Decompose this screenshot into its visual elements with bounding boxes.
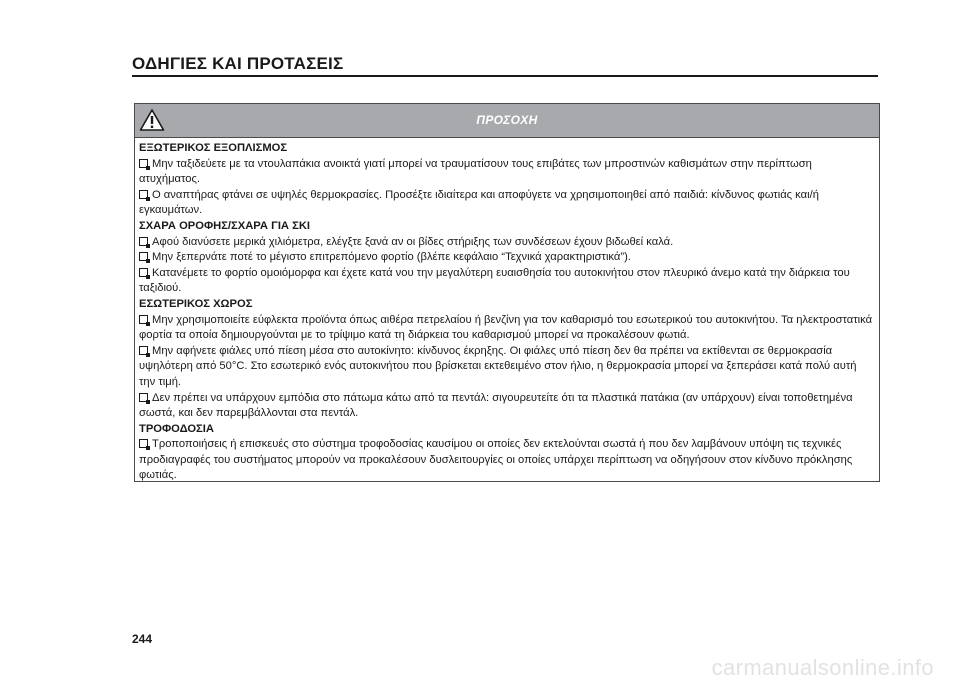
list-item: Τροποποιήσεις ή επισκευές στο σύστημα τροφοδοσίας καυσίμου οι οποίες δεν εκτελούνται σωστά ή που δεν λαμβάνουν υπόψη τις τεχνικές προδιαγραφές του συστήματος μπορούν να προκαλέσουν δυσλειτουργίες οι οποίες υπάρχει περίπτωση να οδηγήσουν στον κίνδυνο πρόκλησης φωτιάς. <box>139 438 853 482</box>
section-heading-roof-rack: ΣΧΑΡΑ ΟΡΟΦΗΣ/ΣΧΑΡΑ ΓΙΑ ΣΚΙ <box>139 219 311 232</box>
bullet-icon <box>139 159 148 168</box>
page-title: ΟΔΗΓΙΕΣ ΚΑΙ ΠΡΟΤΑΣΕΙΣ <box>132 54 344 73</box>
bullet-icon <box>139 252 148 261</box>
list-item: Δεν πρέπει να υπάρχουν εμπόδια στο πάτωμα κάτω από τα πεντάλ: σιγουρευτείτε ότι τα πλαστικά πατάκια (αν υπάρχουν) είναι τοποθετημένα σωστά, και δεν παρεμβάλλονται στα πεντάλ. <box>139 391 853 420</box>
section-heading-exterior-equipment: ΕΞΩΤΕΡΙΚΟΣ ΕΞΟΠΛΙΣΜΟΣ <box>139 142 288 154</box>
warning-body <box>139 141 875 484</box>
watermark: carmanualsonline.info <box>711 655 934 680</box>
warning-title: ΠΡΟΣΟΧΗ <box>476 113 538 127</box>
section-heading-fuel-system: ΤΡΟΦΟΔΟΣΙΑ <box>139 422 214 435</box>
list-item: Αφού διανύσετε μερικά χιλιόμετρα, ελέγξτε ξανά αν οι βίδες στήριξης των συνδέσεων έχουν βιδωθεί καλά. <box>139 235 875 251</box>
list-item: Μην χρησιμοποιείτε εύφλεκτα προϊόντα όπως αιθέρα πετρελαίου ή βενζίνη για τον καθαρισμό του εσωτερικού του αυτοκινήτου. Τα ηλεκτροστατικά φορτία τα οποία δημιουργούνται με το τρίψιμο κατά τη διάρκεια του καθαρισμού μπορεί να προκαλέσουν φωτιά. <box>139 313 873 342</box>
bullet-icon <box>139 190 148 199</box>
list-item: Μην ξεπερνάτε ποτέ το μέγιστο επιτρεπόμενο φορτίο (βλέπε κεφάλαιο “Τεχνικά χαρακτηριστικά”). <box>139 250 875 266</box>
list-item: Κατανέμετε το φορτίο ομοιόμορφα και έχετε κατά νου την μεγαλύτερη ευαισθησία του αυτοκινήτου στον πλευρικό άνεμο κατά την διάρκεια του ταξιδιού. <box>139 266 850 295</box>
bullet-icon <box>139 393 148 402</box>
page-number: 244 <box>132 632 153 646</box>
section-heading-interior: ΕΣΩΤΕΡΙΚΟΣ ΧΩΡΟΣ <box>139 297 253 310</box>
bullet-icon <box>139 439 148 448</box>
list-item: Ο αναπτήρας φτάνει σε υψηλές θερμοκρασίες. Προσέξτε ιδιαίτερα και αποφύγετε να χρησιμοποιηθεί από παιδιά: κίνδυνος φωτιάς και/ή εγκαυμάτων. <box>139 188 819 217</box>
bullet-icon <box>139 237 148 246</box>
warning-banner <box>135 104 879 138</box>
bullet-icon <box>139 268 148 277</box>
list-item: Μην αφήνετε φιάλες υπό πίεση μέσα στο αυτοκίνητο: κίνδυνος έκρηξης. Οι φιάλες υπό πίεση δεν θα πρέπει να εκτίθενται σε θερμοκρασία υψηλότερη από 50°C. Στο εσωτερικό ενός αυτοκινήτου που βρίσκεται εκτεθειμένο στον ήλιο, η θερμοκρασία μπορεί να ξεπεράσει κατά πολύ αυτή την τιμή. <box>139 344 857 388</box>
list-item: Μην ταξιδεύετε με τα ντουλαπάκια ανοικτά γιατί μπορεί να τραυματίσουν τους επιβάτες των μπροστινών καθισμάτων στην περίπτωση ατυχήματος. <box>139 157 812 186</box>
bullet-icon <box>139 315 148 324</box>
title-divider <box>132 75 878 77</box>
bullet-icon <box>139 346 148 355</box>
warning-box <box>134 103 880 482</box>
